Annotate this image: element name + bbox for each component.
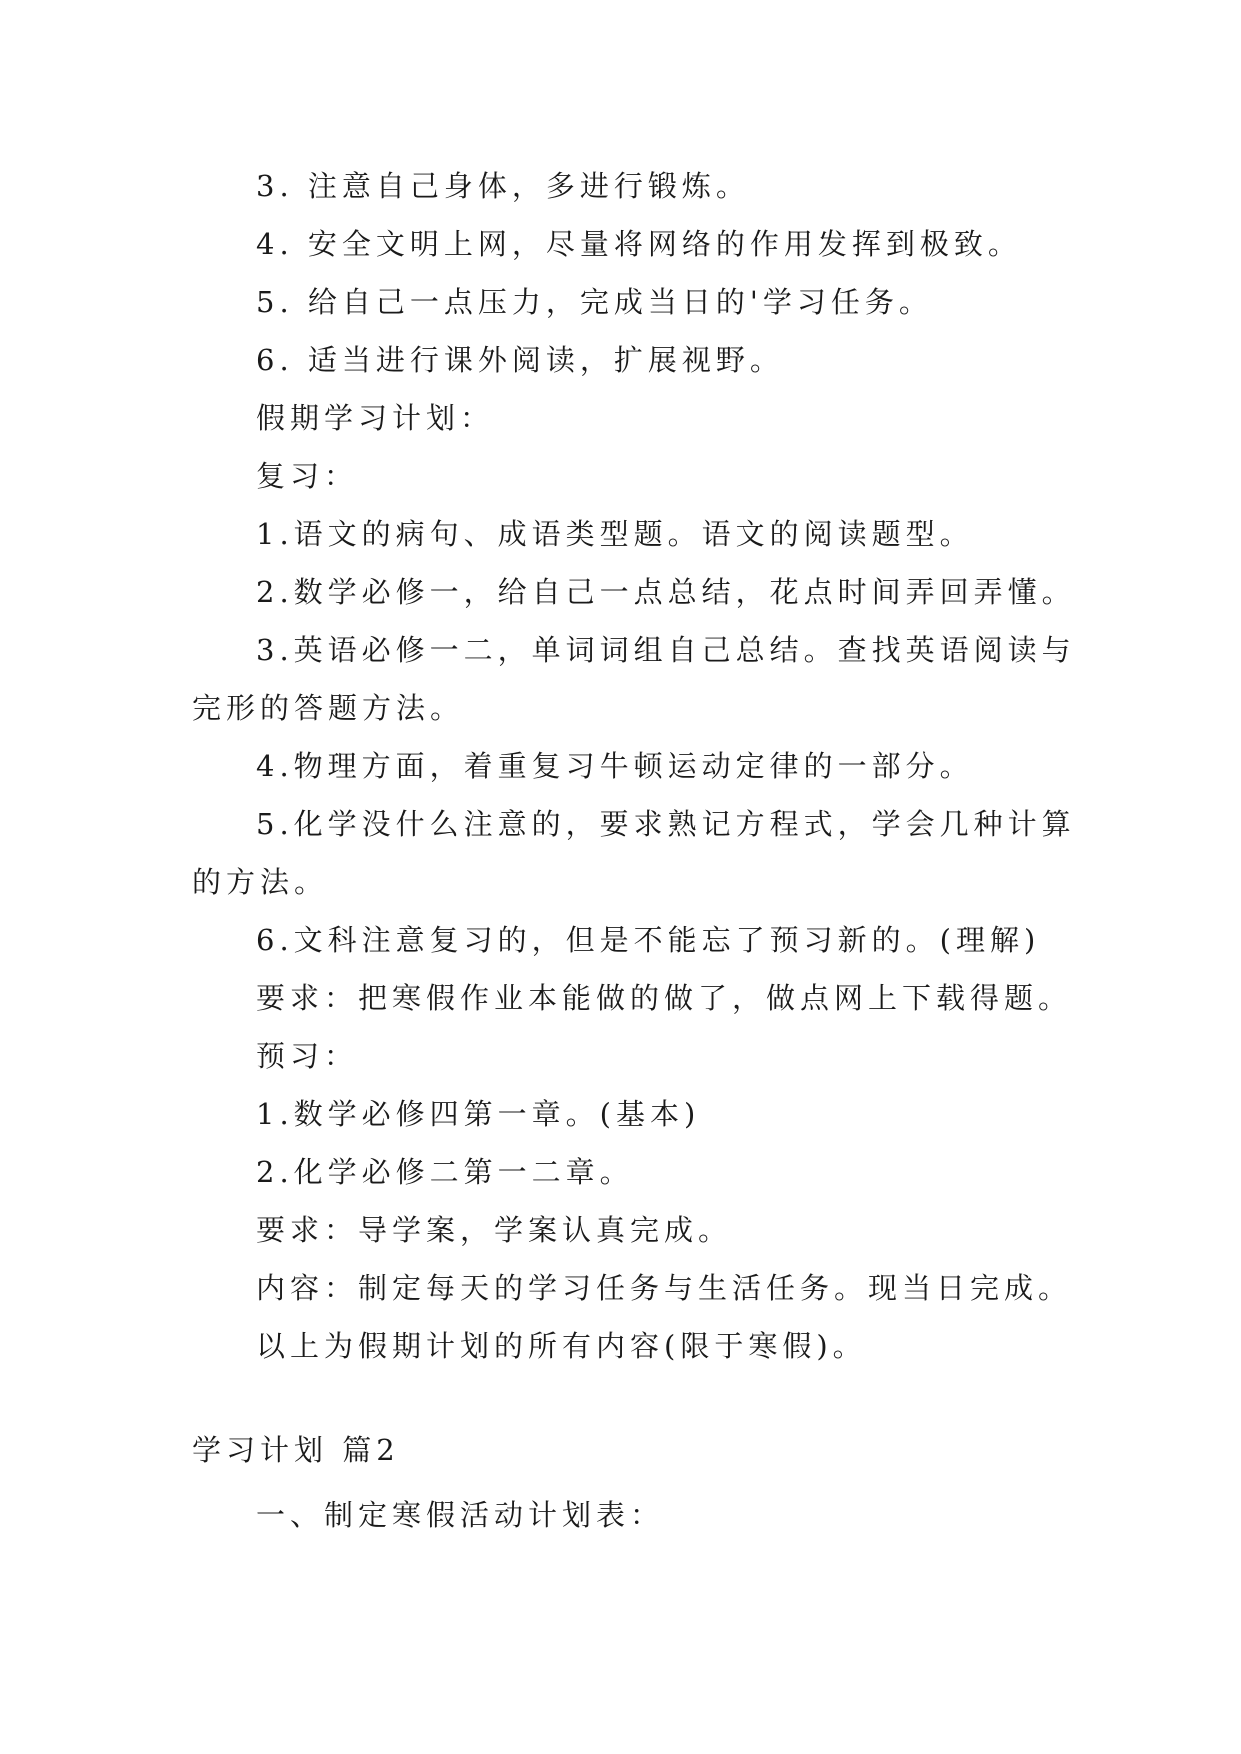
text-line: 6. 适当进行课外阅读，扩展视野。 <box>256 343 784 377</box>
text-line: 一、制定寒假活动计划表： <box>256 1498 665 1532</box>
text-line: 4. 安全文明上网，尽量将网络的作用发挥到极致。 <box>256 227 1022 261</box>
sub-heading: 复习： <box>256 459 359 493</box>
text-line: 2.数学必修一，给自己一点总结，花点时间弄回弄懂。 <box>256 575 1076 609</box>
text-line: 4.物理方面，着重复习牛顿运动定律的一部分。 <box>256 749 974 783</box>
text-line: 的方法。 <box>192 865 329 899</box>
sub-heading: 预习： <box>256 1039 359 1073</box>
text-line: 2.化学必修二第一二章。 <box>256 1155 634 1189</box>
text-line: 要求：把寒假作业本能做的做了，做点网上下载得题。 <box>256 981 1073 1015</box>
text-line: 1.数学必修四第一章。(基本) <box>256 1097 701 1131</box>
text-line: 1.语文的病句、成语类型题。语文的阅读题型。 <box>256 517 974 551</box>
section-heading: 假期学习计划： <box>256 401 495 435</box>
section-title: 学习计划 篇2 <box>192 1433 400 1467</box>
text-line: 完形的答题方法。 <box>192 691 465 725</box>
text-line: 3.英语必修一二，单词词组自己总结。查找英语阅读与 <box>256 633 1076 667</box>
text-line: 以上为假期计划的所有内容(限于寒假)。 <box>256 1329 867 1363</box>
text-line: 内容：制定每天的学习任务与生活任务。现当日完成。 <box>256 1271 1073 1305</box>
text-line: 6.文科注意复习的，但是不能忘了预习新的。(理解) <box>256 923 1041 957</box>
text-line: 要求：导学案，学案认真完成。 <box>256 1213 733 1247</box>
text-line: 3. 注意自己身体，多进行锻炼。 <box>256 169 750 203</box>
text-line: 5.化学没什么注意的，要求熟记方程式，学会几种计算 <box>256 807 1076 841</box>
text-line: 5. 给自己一点压力，完成当日的'学习任务。 <box>256 285 933 319</box>
